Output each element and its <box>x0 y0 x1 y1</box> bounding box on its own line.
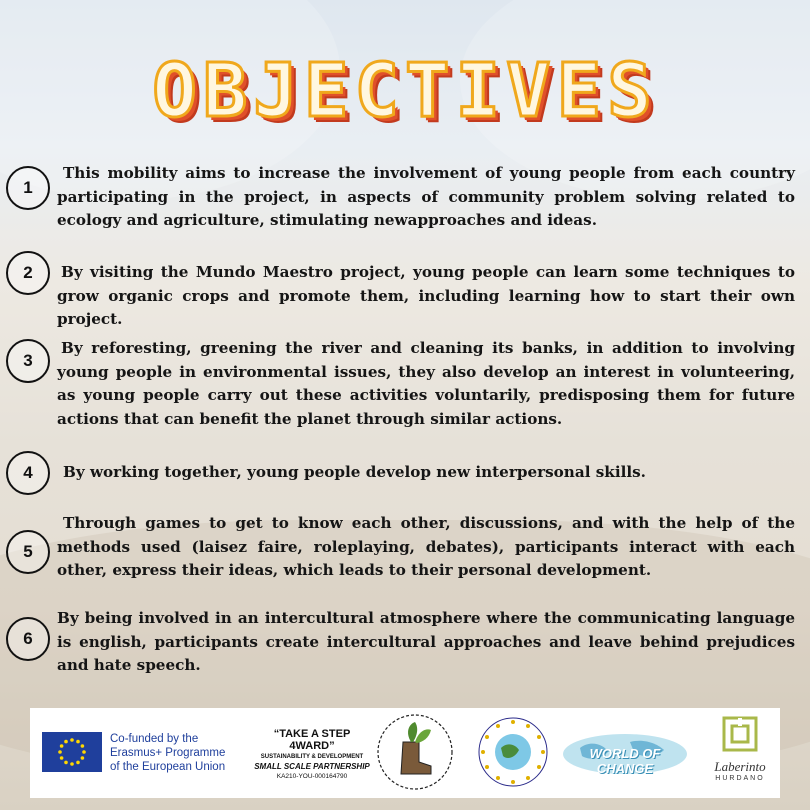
objective-text: By visiting the Mundo Maestro project, young people can learn some techniques to grow organic crops and promote them, including learning how to start their own project. <box>57 263 795 328</box>
laberinto-text: Laberinto <box>714 759 766 774</box>
objective-number: 2 <box>6 251 50 295</box>
sustainability-boot-logo-icon <box>375 712 455 792</box>
step-title: “TAKE A STEP 4WARD” <box>273 728 351 752</box>
eu-line: of the European Union <box>110 761 226 773</box>
hurdano-text: HURDANO <box>715 775 765 782</box>
page-title: OBJECTIVES <box>152 48 658 134</box>
objective-text: By working together, young people develop new interpersonal skills. <box>63 463 646 481</box>
objective-text: Through games to get to know each other, discussions, and with the help of the methods used (laisez faire, roleplaying, debates), participants interact with each other, express their ideas, which leads to their personal development. <box>57 514 795 579</box>
partner-globe-logo-icon <box>475 714 551 790</box>
eu-line: Erasmus+ Programme <box>110 747 226 759</box>
laberinto-hurdano-logo <box>710 714 770 794</box>
world-of-change-text: WORLD OF CHANGE <box>589 746 661 776</box>
step-partnership: SMALL SCALE PARTNERSHIP <box>254 762 370 771</box>
maze-icon <box>720 714 760 754</box>
eu-line: Co-funded by the <box>110 733 199 745</box>
take-a-step-logo <box>252 728 372 780</box>
objective-text <box>57 607 795 678</box>
objective-number: 1 <box>6 166 50 210</box>
eu-cofunded-text <box>110 732 225 774</box>
objective-text: By reforesting, greening the river and cleaning its banks, in addition to involving young people in environmental issues, they also develop an interest in volunteering, as young people carry out these activities voluntarily, predisposing them for future actions that can benefit the planet through similar actions. <box>57 339 795 428</box>
objective-number: 6 <box>6 617 50 661</box>
step-subtitle: SUSTAINABILITY & DEVELOPMENT <box>260 754 364 760</box>
objective-text-content: By being involved in an intercultural atmosphere where the communicating language is english, participants create intercultural approaches and leave behind prejudices and hate speech. <box>57 609 795 674</box>
world-of-change-logo <box>560 730 690 778</box>
step-code: KA210-YOU-000164790 <box>276 773 348 780</box>
objective-number: 3 <box>6 339 50 383</box>
footer-logos <box>30 708 780 798</box>
objective-number: 4 <box>6 451 50 495</box>
eu-flag-icon <box>42 732 102 772</box>
objective-number: 5 <box>6 530 50 574</box>
objective-text: This mobility aims to increase the involvement of young people from each country participating in the project, in aspects of community problem solving related to ecology and agriculture, stimulating newapproaches and ideas. <box>57 164 795 229</box>
